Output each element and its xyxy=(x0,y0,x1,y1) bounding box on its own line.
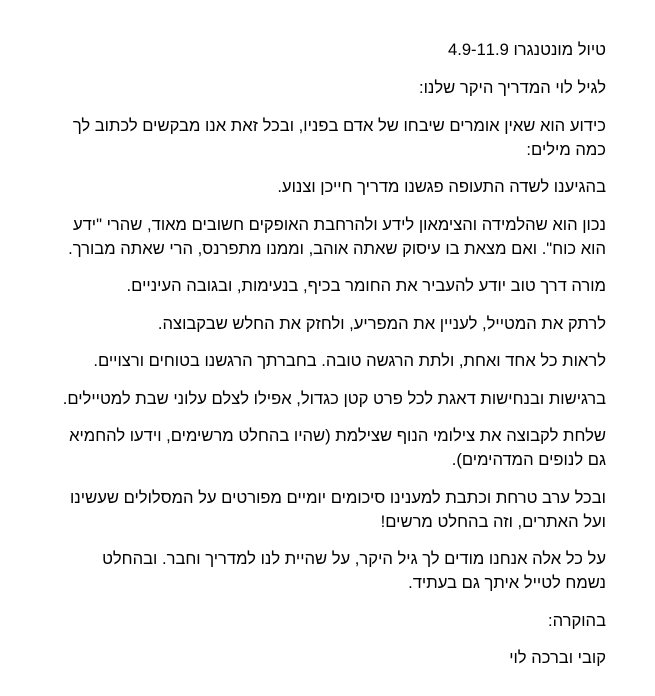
letter-paragraph: לרתק את המטייל, לעניין את המפריע, ולחזק את החלש שבקבוצה. xyxy=(157,313,606,333)
letter-paragraph: בהגיענו לשדה התעופה פגשנו מדריך חייכן וצנוע. xyxy=(277,177,606,196)
letter-paragraph: לראות כל אחד ואחת, ולתת הרגשה טובה. בחברתך הרגשנו בטוחים ורצויים. xyxy=(93,351,606,370)
closing-line: בהוקרה: xyxy=(547,610,606,630)
letter-title: טיול מונטנגרו 4.9-11.9 xyxy=(447,40,606,59)
greeting-line: לגיל לוי המדריך היקר שלנו: xyxy=(418,78,606,97)
letter-paragraph: ברגישות ובנחישות דאגת לכל פרט קטן כגדול, אפילו לצלם עלוני שבת למטיילים. xyxy=(62,388,606,408)
letter-paragraph: שלחת לקבוצה את צילומי הנוף שצילמת (שהיו בהחלט מרשימים, וידעו להחמיא גם לנופים המדהימים). xyxy=(69,426,606,469)
letter-paragraph: נכון הוא שהלמידה והצימאון לידע ולהרחבת האופקים חשובים מאוד, שהרי "ידע הוא כוח". ואם מצאת בו עיסוק שאתה אוהב, וממנו מתפרנס, הרי שאתה מבורך. xyxy=(68,214,606,258)
letter-paragraph: כידוע הוא שאין אומרים שיבחו של אדם בפניו, ובכל זאת אנו מבקשים לכתוב לך כמה מילים: xyxy=(72,115,606,159)
letter-paragraph: על כל אלה אנחנו מודים לך גיל היקר, על שהיית לנו למדריך וחבר. ובהחלט נשמח לטייל איתך גם בעתיד. xyxy=(102,549,606,592)
letter-paragraph: ובכל ערב טרחת וכתבת למענינו סיכומים יומיים מפורטים על המסלולים שעשינו ועל האתרים, וזה בהחלט מרשים! xyxy=(70,487,606,531)
letter-document xyxy=(62,38,606,684)
signature-line: קובי וברכה לוי xyxy=(509,648,606,667)
letter-paragraph: מורה דרך טוב יודע להעביר את החומר בכיף, בנעימות, ובגובה העיניים. xyxy=(126,276,606,295)
